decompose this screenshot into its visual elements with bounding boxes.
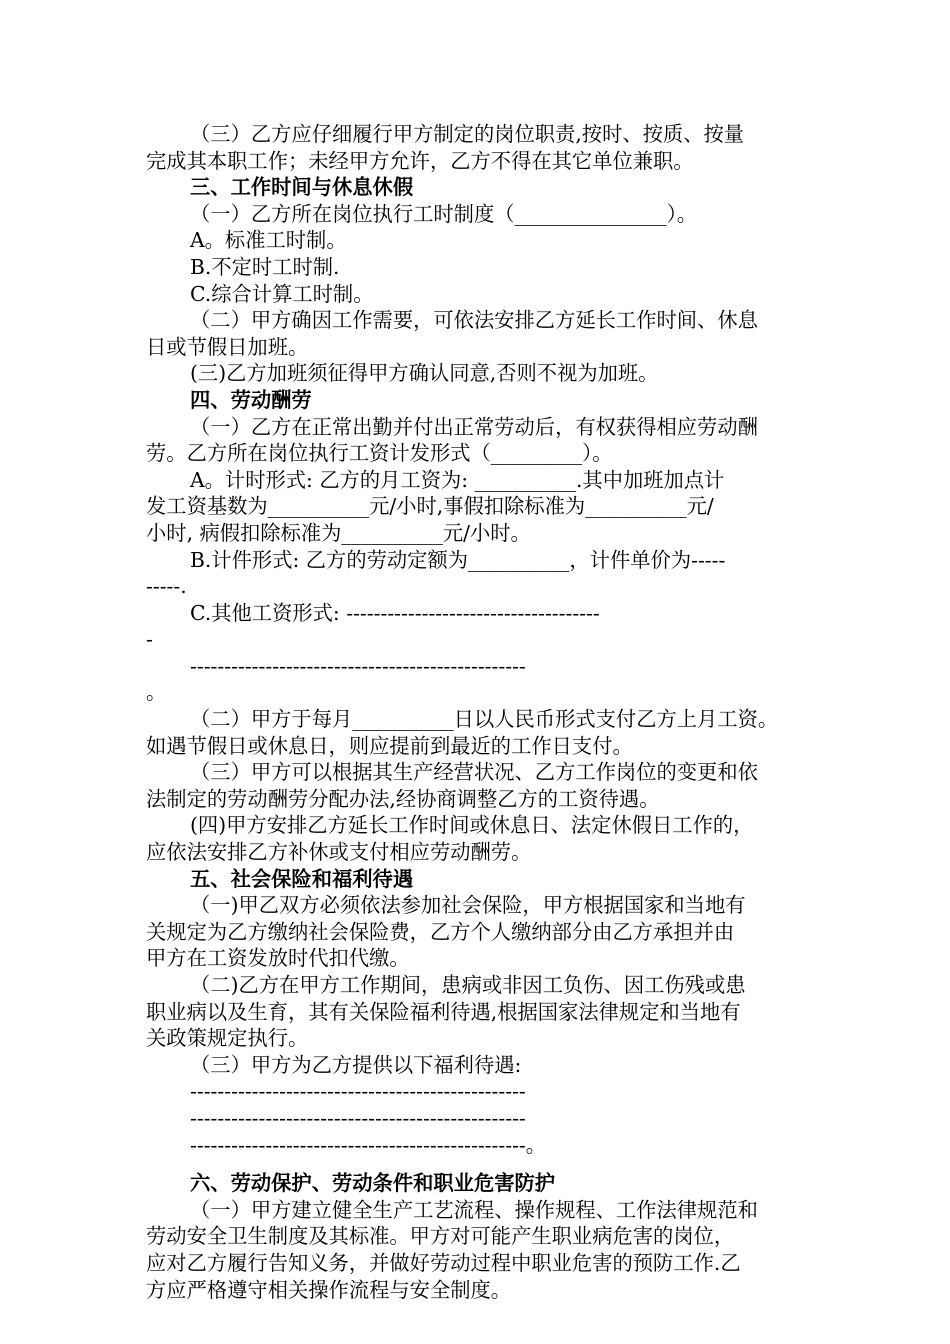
- text-line: （二）甲方于每月__________日以人民币形式支付乙方上月工资。: [190, 707, 779, 732]
- spacer: [146, 1158, 804, 1170]
- text-line: 应对乙方履行告知义务，并做好劳动过程中职业危害的预防工作.乙: [146, 1250, 741, 1275]
- text-line: 职业病以及生育，其有关保险福利待遇,根据国家法律规定和当地有: [146, 999, 741, 1024]
- text-line: 劳。乙方所在岗位执行工资计发形式（_________）。: [146, 441, 613, 466]
- text-line: （三）甲方可以根据其生产经营状况、乙方工作岗位的变更和依: [190, 760, 758, 785]
- text-line: -------------------------------------------------: [190, 1105, 526, 1130]
- text-line: C.其他工资形式: -------------------------------------: [190, 600, 600, 625]
- text-line: C.综合计算工时制。: [190, 281, 374, 306]
- section-heading: 六、劳动保护、劳动条件和职业危害防护: [190, 1171, 556, 1196]
- text-line: B.计件形式: 乙方的劳动定额为__________，计件单价为-----: [190, 547, 726, 572]
- section-heading: 五、社会保险和福利待遇: [190, 866, 414, 891]
- text-line: 法制定的劳动酬劳分配办法,经协商调整乙方的工资待遇。: [146, 786, 660, 811]
- text-line: -------------------------------------------------: [190, 653, 526, 678]
- text-line: （二)乙方在甲方工作期间，患病或非因工负伤、因工伤残或患: [190, 973, 746, 997]
- text-line: （一）乙方在正常出勤并付出正常劳动后，有权获得相应劳动酬: [190, 414, 758, 439]
- text-line: A。标准工时制。: [190, 228, 347, 253]
- text-line: B.不定时工时制.: [190, 254, 340, 279]
- text-line: -------------------------------------------------。: [190, 1132, 547, 1157]
- text-line: 关政策规定执行。: [146, 1026, 309, 1051]
- text-line: 关规定为乙方缴纳社会保险费，乙方个人缴纳部分由乙方承担并由: [146, 919, 735, 944]
- text-line: (三)乙方加班须征得甲方确认同意,否则不视为加班。: [190, 361, 659, 386]
- text-line: 发工资基数为__________元/小时,事假扣除标准为__________元/: [146, 494, 714, 519]
- text-line: -----.: [146, 574, 187, 599]
- text-line: (四)甲方安排乙方延长工作时间或休息日、法定休假日工作的，: [190, 813, 754, 838]
- text-line: 劳动安全卫生制度及其标准。甲方对可能产生职业病危害的岗位，: [146, 1224, 735, 1249]
- text-line: （一)甲乙双方必须依法参加社会保险，甲方根据国家和当地有: [190, 893, 746, 918]
- section-heading: 四、劳动酬劳: [190, 387, 312, 412]
- text-line: 方应严格遵守相关操作流程与安全制度。: [146, 1277, 512, 1302]
- text-line: 。: [146, 680, 167, 705]
- text-line: （二）甲方确因工作需要，可依法安排乙方延长工作时间、休息: [190, 308, 758, 333]
- text-line: （三）甲方为乙方提供以下福利待遇:: [190, 1052, 522, 1077]
- text-line: A。计时形式: 乙方的月工资为: __________.其中加班加点计: [190, 467, 725, 492]
- section-heading: 三、工作时间与休息休假: [190, 175, 414, 200]
- text-line: -------------------------------------------------: [190, 1079, 526, 1104]
- text-line: 甲方在工资发放时代扣代缴。: [146, 946, 410, 971]
- text-line: 小时, 病假扣除标准为__________元/小时。: [146, 520, 531, 545]
- text-line: 如遇节假日或休息日，则应提前到最近的工作日支付。: [146, 733, 633, 758]
- text-line: 完成其本职工作；未经甲方允许，乙方不得在其它单位兼职。: [146, 148, 694, 173]
- text-line: （一）乙方所在岗位执行工时制度（_______________）。: [190, 201, 698, 226]
- text-line: 日或节假日加班。: [146, 334, 309, 359]
- text-line: （一）甲方建立健全生产工艺流程、操作规程、工作法律规范和: [190, 1197, 758, 1222]
- text-line: （三）乙方应仔细履行甲方制定的岗位职责,按时、按质、按量: [190, 122, 745, 146]
- text-line: -: [146, 627, 153, 652]
- text-line: 应依法安排乙方补休或支付相应劳动酬劳。: [146, 840, 532, 865]
- document-body: [146, 121, 804, 1303]
